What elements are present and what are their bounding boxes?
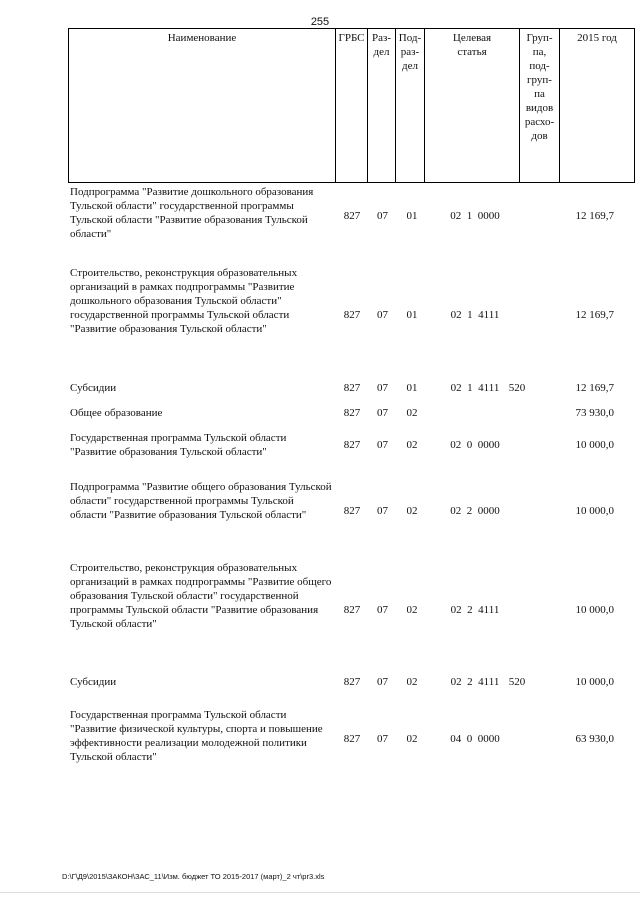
header-razdel: Раз- дел — [368, 29, 396, 183]
row-gruppa: 520 — [508, 382, 526, 394]
row-name: Подпрограмма "Развитие общего образования Тульской области" государственной программы Тульской области "Развитие образования Тульской области" — [70, 481, 332, 521]
row-celevaya: 02 2 4111 — [450, 676, 500, 688]
row-celevaya: 02 1 4111 — [450, 309, 500, 321]
row-celevaya: 02 2 4111 — [450, 604, 500, 616]
header-year: 2015 год — [560, 29, 635, 183]
table-row — [68, 266, 614, 362]
row-celevaya: 02 2 0000 — [450, 505, 500, 517]
table-row — [68, 431, 614, 461]
row-name: Государственная программа Тульской области "Развитие образования Тульской области" — [70, 432, 287, 458]
row-celevaya: 04 0 0000 — [450, 733, 500, 745]
table-row — [68, 406, 614, 422]
row-amount: 10 000,0 — [575, 604, 614, 616]
row-grbs: 827 — [343, 505, 361, 517]
table-row — [68, 480, 614, 540]
row-name: Общее образование — [70, 407, 163, 419]
row-podrazdel: 01 — [406, 382, 418, 394]
row-amount: 12 169,7 — [575, 210, 614, 222]
row-name: Субсидии — [70, 676, 117, 688]
row-podrazdel: 02 — [406, 604, 418, 616]
row-grbs: 827 — [343, 309, 361, 321]
row-grbs: 827 — [343, 676, 361, 688]
row-razdel: 07 — [377, 733, 388, 745]
header-gruppa: Груп- па, под- груп- па видов расхо- дов — [520, 29, 560, 183]
row-name: Подпрограмма "Развитие дошкольного образования Тульской области" государственной программы Тульской области "Развитие образования Тульской области" — [70, 186, 314, 240]
row-grbs: 827 — [343, 210, 361, 222]
table-row — [68, 561, 614, 657]
row-amount: 10 000,0 — [575, 439, 614, 451]
row-celevaya: 02 0 0000 — [450, 439, 500, 451]
row-podrazdel: 02 — [406, 407, 418, 419]
row-podrazdel: 02 — [406, 733, 418, 745]
row-grbs: 827 — [343, 733, 361, 745]
header-celevaya: Целевая статья — [425, 29, 520, 183]
row-grbs: 827 — [343, 604, 361, 616]
table-row — [68, 675, 614, 691]
row-amount: 10 000,0 — [575, 676, 614, 688]
row-razdel: 07 — [377, 505, 388, 517]
row-name: Строительство, реконструкция образовательных организаций в рамках подпрограммы "Развитие общего образования Тульской области" государственной программы Тульской области "Развитие образования Тульской области" — [70, 562, 332, 630]
row-name: Субсидии — [70, 382, 117, 394]
row-amount: 63 930,0 — [575, 733, 614, 745]
row-amount: 12 169,7 — [575, 309, 614, 321]
row-celevaya: 02 1 4111 — [450, 382, 500, 394]
row-razdel: 07 — [377, 309, 388, 321]
row-razdel: 07 — [377, 676, 388, 688]
row-podrazdel: 01 — [406, 210, 418, 222]
table-row — [68, 185, 614, 245]
row-razdel: 07 — [377, 439, 388, 451]
table-row — [68, 381, 614, 397]
row-razdel: 07 — [377, 210, 388, 222]
row-name: Государственная программа Тульской области "Развитие физической культуры, спорта и повышение эффективности реализации молодежной политики Тульской области" — [70, 709, 323, 763]
header-podrazdel: Под- раз- дел — [396, 29, 425, 183]
row-grbs: 827 — [343, 407, 361, 419]
row-amount: 10 000,0 — [575, 505, 614, 517]
row-razdel: 07 — [377, 407, 388, 419]
row-grbs: 827 — [343, 382, 361, 394]
row-name: Строительство, реконструкция образовательных организаций в рамках подпрограммы "Развитие дошкольного образования Тульской области" государственной программы Тульской области "Развитие образования Тульской области" — [70, 267, 298, 335]
row-podrazdel: 02 — [406, 439, 418, 451]
header-grbs: ГРБС — [336, 29, 368, 183]
header-name: Наименование — [69, 29, 336, 183]
row-gruppa: 520 — [508, 676, 526, 688]
row-podrazdel: 01 — [406, 309, 418, 321]
scan-edge-divider — [0, 892, 640, 893]
file-path-footer: D:\Г\Д9\2015\ЗАКОН\ЗАС_11\Изм. бюджет ТО 2015-2017 (март)_2 чт\pr3.xls — [62, 872, 325, 881]
row-celevaya: 02 1 0000 — [450, 210, 500, 222]
row-amount: 73 930,0 — [575, 407, 614, 419]
row-grbs: 827 — [343, 439, 361, 451]
table-row — [68, 708, 614, 768]
row-podrazdel: 02 — [406, 676, 418, 688]
row-razdel: 07 — [377, 604, 388, 616]
table-header — [68, 28, 635, 183]
row-podrazdel: 02 — [406, 505, 418, 517]
page-number: 255 — [310, 16, 330, 28]
row-razdel: 07 — [377, 382, 388, 394]
row-amount: 12 169,7 — [575, 382, 614, 394]
